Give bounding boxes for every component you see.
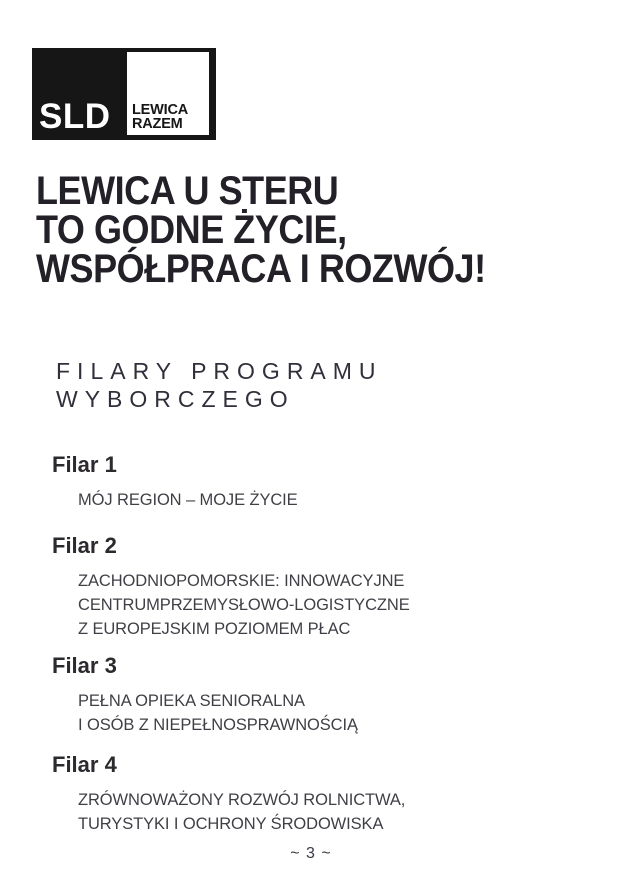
sld-lewica-razem-logo	[32, 48, 216, 140]
pillar-4	[52, 753, 405, 836]
section-title	[56, 357, 383, 413]
pillar-1-body	[78, 488, 298, 512]
pillar-3	[52, 654, 358, 737]
pillar-3-line-1: PEŁNA OPIEKA SENIORALNA	[78, 692, 305, 710]
pillar-3-label: Filar 3	[52, 653, 117, 678]
pillar-2	[52, 534, 410, 641]
pillar-2-label: Filar 2	[52, 533, 117, 558]
pillar-3-body	[78, 689, 358, 737]
pillar-3-line-2: I OSÓB Z NIEPEŁNOSPRAWNOŚCIĄ	[78, 716, 358, 734]
pillar-2-body	[78, 569, 410, 641]
pillar-1-label: Filar 1	[52, 452, 117, 477]
pillar-4-line-1: ZRÓWNOWAŻONY ROZWÓJ ROLNICTWA,	[78, 791, 406, 809]
headline	[36, 169, 486, 291]
logo-lewica-text: LEWICA	[132, 102, 188, 118]
section-title-line-1: FILARY PROGRAMU	[56, 358, 383, 384]
section-title-line-2: WYBORCZEGO	[56, 386, 295, 412]
pillar-2-line-2: CENTRUMPRZEMYSŁOWO-LOGISTYCZNE	[78, 596, 410, 614]
headline-line-2: TO GODNE ŻYCIE,	[36, 208, 347, 252]
logo-sld-text: SLD	[39, 97, 111, 136]
pillar-1-line-1: MÓJ REGION – MOJE ŻYCIE	[78, 491, 298, 509]
headline-line-1: LEWICA U STERU	[36, 169, 339, 213]
pillar-4-body	[78, 788, 405, 836]
pillar-2-line-1: ZACHODNIOPOMORSKIE: INNOWACYJNE	[78, 572, 405, 590]
logo-razem-text: RAZEM	[132, 116, 183, 132]
pillar-4-line-2: TURYSTYKI I OCHRONY ŚRODOWISKA	[78, 815, 384, 833]
pillar-4-label: Filar 4	[52, 752, 117, 777]
pillar-2-line-3: Z EUROPEJSKIM POZIOMEM PŁAC	[78, 620, 351, 638]
logo-lewica-razem-box	[127, 52, 209, 135]
page-number: ~ 3 ~	[290, 845, 332, 862]
headline-line-3: WSPÓŁPRACA I ROZWÓJ!	[36, 247, 486, 291]
pillar-1	[52, 453, 298, 512]
